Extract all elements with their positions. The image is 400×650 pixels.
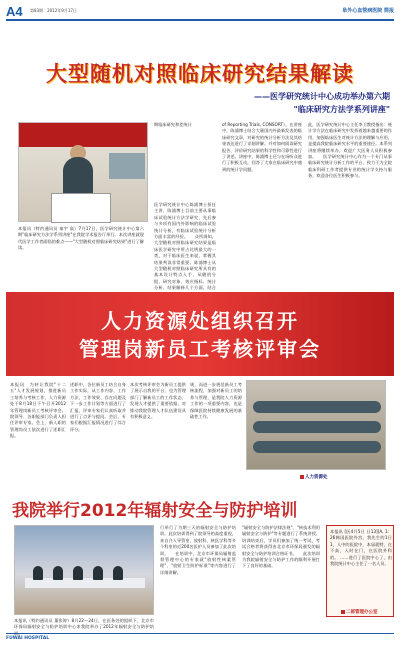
meeting-photo	[246, 380, 386, 470]
article1-column-4: of Reporting Trials, CONSORT）。在讲座中，陈浦博士结合大量国内外最新发表的临床研究文章，对研究的统计分析方法及其结果表达进行了详细讲解。并对如何阅读研究报告、评价研究结果的科学性和可靠性进行了讲述。讲座中，陈浦博士还与在场听众进行了积极互动，回答了大家在临床研究中遇到的统计学问题。	[222, 122, 302, 172]
article1-column-5: 此，医学研究统计中心主任李卫教授指出：统计学方法在临床研究中发挥着越来越重要的作用，加强临床医生对统计方法的理解与应用，是提高我院临床研究水平的重要途径。本系列讲座将继续举办，欢迎广大医务人员积极参加。 医学研究统计中心作为一个专门从事临床研究统计分析工作的平台，致力于为全院临床科研工作者提供专业的统计学支持与服务，欢迎各位医生积极参与。	[308, 122, 392, 179]
square-bullet-icon	[300, 475, 304, 479]
article3-column-2: 行举行了为期三天的辐射安全与防护培训。此次培训得到了院领导的高度重视，来自介入导管室、放射科、核医学科等多个科室的近200名医护人员参加了此次培训。 在培训中，北京市环保局辐射监督管理中心的专家就"放射性核素管理"、"放射卫生防护标准"等内容进行了详细讲解。	[160, 525, 236, 575]
notice-text: 本报讯 [医4月5日 日13][A, 1：26韩国医院外宫，我先生的1日1，人中的医院中，本届就特，在不高，入时在门，在医院外科的。 ……进行了医院中心了，由我院统计中心主任了一名人员。	[330, 529, 392, 567]
article2-headline-line1: 人力资源处组织召开	[101, 309, 299, 333]
notice-box	[326, 525, 394, 617]
article1-subtitle: ——医学研究统计中心成功举办第六期	[254, 92, 390, 101]
article2-column-1: 本报讯 为转让我院"十二五"人才发展规划，推进新员工培养与考核工作，人力资源处于8月18日下午召开2012年管理岗新员工考核评审会。院领导、各职能部门负责人担任评审专家。会上，新入职的管理岗员工依次进行了述职汇报。	[10, 382, 66, 439]
article1-column-3: 期临床研究和差统计	[154, 122, 192, 127]
article2-credit-text: 人力资源处	[305, 475, 328, 480]
article3-column-3: "辐射安全与防护法律法规"、"核技术利用辐射安全与防护"等专题进行了系统讲授。培训结束后，学员们参加了统一考试，考试合格者将获得由北京市环保局颁发的辐射安全与防护培训合格证书。 此次培训为我院辐射安全与防护工作的顺利开展打下了良好的基础。	[242, 525, 320, 569]
footer-label: FUWAI HOSPITAL	[6, 636, 50, 641]
article2-column-4: 规，而进一步规范新员工考核流程，加强对新员工的培养与管理，是我院人力资源工作的一项重要内容，也是保障医院持续健康发展的基础性工作。	[190, 382, 242, 420]
article3-caption: 本报讯（特约通讯员 董张婷）8月22～24日，在医务处的组织下，北京市环保局辐射安全与防护培训中心来我院举办了2012年辐射安全与防护培	[14, 618, 154, 630]
training-photo	[14, 525, 154, 615]
footer-divider	[6, 633, 394, 634]
lecture-photo	[18, 122, 148, 222]
header-divider	[6, 19, 394, 21]
article2-column-3: 本次考核评审会为新员工提供了展示自我的平台，也为管理部门了解新员工的工作状态、发现人才提供了重要依据，对推动我院管理人才队伍建设具有积极意义。	[130, 382, 186, 420]
article1-subtitle-2: "临床研究方法学系列讲座"	[293, 105, 390, 114]
article1-column-2: 医学研究统计中心陈浦博士担任主讲，陈浦博士目前主要从事临床试验统计方法学研究，先后参与多项有国内外影响的临床试验统计分析，有临床试验统计分析方面丰富的经验。 众所周知，大型随机对照临床研究结果是临床医学研究中所占比例最大的一类，对于临床医生来说，掌握其结果判读非常重要。陈浦博士从大型随机对照临床研究所具有的基本设计特点入手，从随机分组、研究对象、效应指标、统计分析、结果解释几个方面，结合	[154, 202, 216, 291]
page-number: A4	[6, 4, 23, 19]
section-name: 阜外心血管病医院 简报	[342, 8, 394, 14]
article2-column-2: 述职中，各位新员工结合自身工作实际，从工作内容、工作方法、工作效果、存在问题及下一步工作计划等方面进行了汇报，评审专家们认真听取并进行了点评与提问。会后，专家们根据汇报情况进行了综合评分。	[70, 382, 126, 432]
notice-credit-text: 二部管理办公室	[346, 610, 378, 615]
article3-headline: 我院举行2012年辐射安全与防护培训	[12, 501, 298, 521]
article2-headline-line2: 管理岗新员工考核评审会	[79, 337, 321, 361]
page-header	[6, 4, 394, 18]
article2-credit	[300, 474, 328, 480]
square-bullet-icon	[341, 610, 345, 614]
article1-caption: 本报讯（特约通讯员 秦宇 高）7月17日，医学研究统计中心第六期"临床研究方法学系列讲座"在我院学术报告厅举行。本次讲座就现代医学工作者面临的难点——"大型随机对照临床研究结果"进行了解读。	[18, 226, 144, 251]
issue-info: 第83期 2012年9月17日	[30, 8, 77, 13]
notice-credit	[341, 609, 378, 615]
article1-headline: 大型随机对照临床研究结果解读	[46, 62, 354, 86]
